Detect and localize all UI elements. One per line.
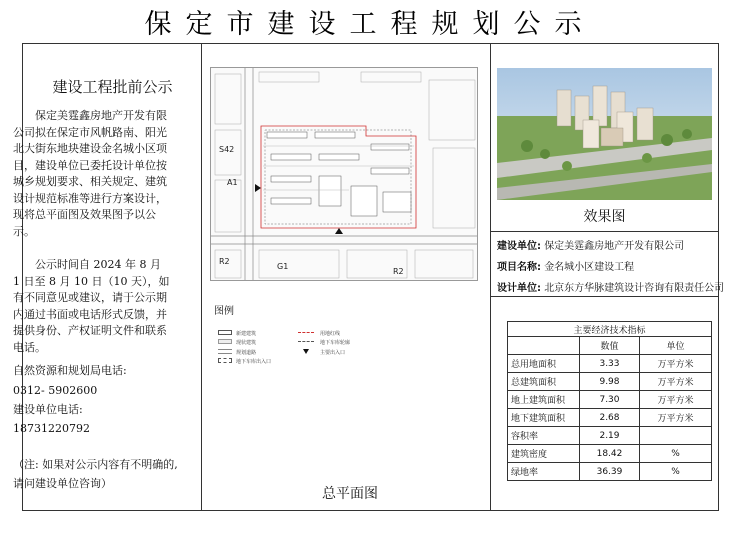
contact-label-builder: 建设单位电话:: [13, 403, 83, 416]
indicator-header-value: 数值: [580, 337, 640, 355]
legend-label-new-building: 新建建筑: [236, 331, 257, 337]
legend-label-main-entrance: 主要出入口: [320, 350, 346, 356]
table-row: [508, 373, 712, 391]
table-row: [508, 409, 712, 427]
indicator-unit: %: [640, 445, 712, 463]
legend-title: 图例: [214, 306, 234, 317]
road-label-a1: A1: [227, 178, 238, 187]
site-plan-drawing: [210, 67, 478, 281]
indicator-header-unit: 单位: [640, 337, 712, 355]
indicator-name: 地上建筑面积: [508, 391, 580, 409]
contact-label-bureau: 自然资源和规划局电话:: [13, 364, 127, 377]
indicator-name: 绿地率: [508, 463, 580, 481]
indicator-name: 总建筑面积: [508, 373, 580, 391]
info-builder-value: 保定美霆鑫房地产开发有限公司: [544, 241, 685, 252]
info-project-label: 项目名称:: [497, 262, 541, 273]
legend-swatch-red-line: [298, 332, 314, 333]
notice-paragraph-1: 保定美霆鑫房地产开发有限公司拟在保定市风帆路南、阳光北大街东地块建设金名城小区项目，建设单位已委托设计单位按城乡规划要求、相关规定、建筑设计规范标准等进行方案设计，现将总平面图及效果图予以公示。: [13, 109, 167, 238]
indicator-unit: 万平方米: [640, 373, 712, 391]
indicator-unit: 万平方米: [640, 409, 712, 427]
indicator-unit: 万平方米: [640, 355, 712, 373]
note-line-1: （注: 如果对公示内容有不明确的,: [13, 458, 178, 471]
table-row: [508, 427, 712, 445]
divider-right: [490, 43, 491, 511]
table-row: [508, 445, 712, 463]
indicator-name: 容积率: [508, 427, 580, 445]
info-project-value: 金名城小区建设工程: [544, 262, 635, 273]
indicator-name: 建筑密度: [508, 445, 580, 463]
notice-heading: 建设工程批前公示: [52, 78, 173, 96]
indicator-name: 地下建筑面积: [508, 409, 580, 427]
info-designer: [497, 279, 724, 294]
note-line-2: 请问建设单位咨询）: [13, 477, 112, 490]
indicator-table: [507, 321, 712, 481]
notice-paragraph-2: 公示时间自 2024 年 8 月 1 日至 8 月 10 日（10 天），如有不同意见或建议，请于公示期内通过书面或电话形式反馈，并提供身份、产权证明文件和联系电话。: [13, 258, 170, 354]
table-row: [508, 391, 712, 409]
indicator-value: 18.42: [580, 445, 640, 463]
info-project: [497, 258, 634, 273]
contact-phone-builder: 18731220792: [13, 422, 90, 435]
indicator-value: 36.39: [580, 463, 640, 481]
site-plan-caption: 总平面图: [322, 486, 378, 502]
entrance-arrow-icon: [303, 349, 309, 354]
info-builder-label: 建设单位:: [497, 241, 541, 252]
rendering-caption: 效果图: [583, 209, 626, 225]
indicator-unit: [640, 427, 712, 445]
indicator-value: 9.98: [580, 373, 640, 391]
indicator-value: 2.19: [580, 427, 640, 445]
indicator-header-blank: [508, 337, 580, 355]
legend-label-garage-entry: 地下车库出入口: [236, 359, 272, 365]
info-designer-value: 北京东方华脉建筑设计咨询有限责任公司: [544, 283, 725, 294]
legend-swatch-existing-building: [218, 339, 232, 344]
legend-swatch-new-building: [218, 330, 232, 335]
table-row: [508, 463, 712, 481]
divider-info-top: [490, 231, 719, 232]
legend-label-road: 规划道路: [236, 350, 257, 356]
page-title: 保定市建设工程规划公示: [144, 9, 596, 40]
indicator-table-title: 主要经济技术指标: [508, 322, 712, 337]
indicator-value: 2.68: [580, 409, 640, 427]
contact-phone-bureau: 0312- 5902600: [13, 384, 98, 397]
indicator-value: 3.33: [580, 355, 640, 373]
info-designer-label: 设计单位:: [497, 283, 541, 294]
divider-info-bottom: [490, 296, 719, 297]
road-label-r2-left: R2: [219, 257, 230, 266]
rendering-graphic: [497, 68, 712, 200]
divider-left: [201, 43, 202, 511]
site-plan-graphic: [211, 68, 478, 281]
legend-label-existing-building: 现状建筑: [236, 340, 257, 346]
rendering-image: [497, 68, 712, 200]
legend-swatch-garage-outline: [298, 341, 314, 342]
legend-swatch-garage-entry: [218, 358, 232, 363]
road-label-r2-right: R2: [393, 267, 404, 276]
road-label-g1: G1: [277, 262, 289, 271]
info-builder: [497, 237, 684, 252]
legend-swatch-road: [218, 349, 232, 354]
indicator-unit: %: [640, 463, 712, 481]
road-label-s42: S42: [219, 145, 235, 154]
legend-label-red-line: 用地红线: [320, 331, 341, 337]
indicator-unit: 万平方米: [640, 391, 712, 409]
legend-label-garage-outline: 地下车库轮廓: [320, 340, 351, 346]
table-row: [508, 355, 712, 373]
indicator-value: 7.30: [580, 391, 640, 409]
indicator-name: 总用地面积: [508, 355, 580, 373]
